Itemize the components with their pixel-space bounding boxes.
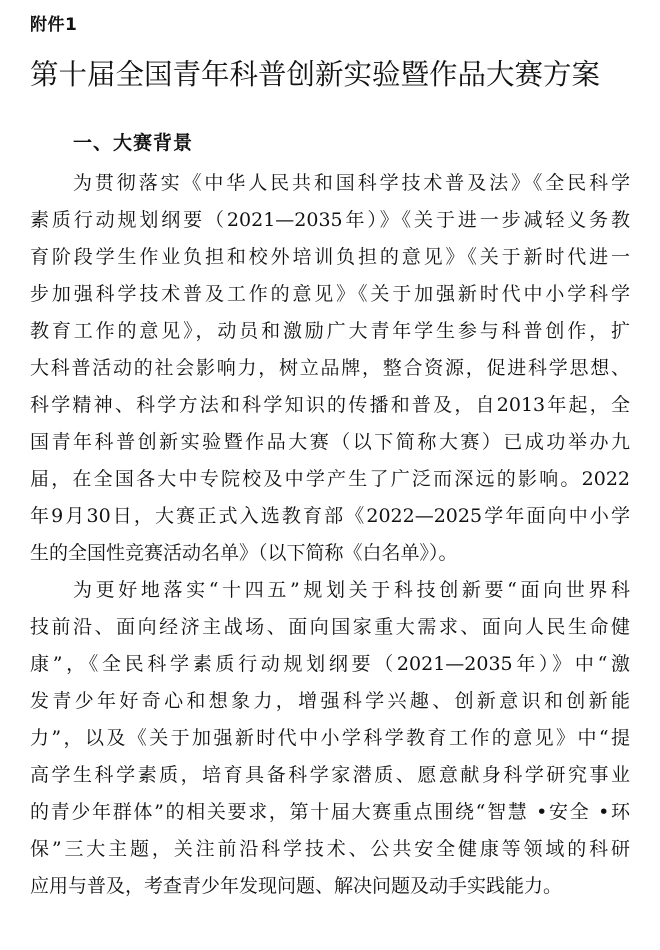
section-heading: 一、大赛背景 xyxy=(73,132,194,154)
paragraph1-line: 国青年科普创新实验暨作品大赛（以下简称大赛）已成功举办九 xyxy=(30,431,630,453)
paragraph1-line: 大科普活动的社会影响力，树立品牌，整合资源，促进科学思想、 xyxy=(30,357,630,379)
paragraph1-line: 科学精神、科学方法和科学知识的传播和普及，自2013年起，全 xyxy=(30,394,630,416)
paragraph2-line: 力”，以及《关于加强新时代中小学科学教育工作的意见》中“提 xyxy=(30,727,630,749)
paragraph2-line: 应用与普及，考查青少年发现问题、解决问题及动手实践能力。 xyxy=(30,875,563,897)
paragraph1-line: 年9月30日，大赛正式入选教育部《2022—2025学年面向中小学 xyxy=(30,505,630,527)
paragraph2-line: 康”，《全民科学素质行动规划纲要（2021—2035年）》中“激 xyxy=(30,653,630,675)
paragraph2-line: 保”三大主题，关注前沿科学技术、公共安全健康等领域的科研 xyxy=(30,838,630,860)
paragraph2-line: 技前沿、面向经济主战场、面向国家重大需求、面向人民生命健 xyxy=(30,616,630,638)
paragraph2-line: 的青少年群体”的相关要求，第十届大赛重点围绕“智慧 •安全 •环 xyxy=(30,801,630,823)
paragraph1-line: 届，在全国各大中专院校及中学产生了广泛而深远的影响。2022 xyxy=(30,468,630,490)
attachment-label: 附件1 xyxy=(30,15,78,35)
paragraph2-line: 为更好地落实“十四五”规划关于科技创新要“面向世界科 xyxy=(73,579,630,601)
paragraph2-line: 高学生科学素质，培育具备科学家潜质、愿意献身科学研究事业 xyxy=(30,764,630,786)
paragraph2-line: 发青少年好奇心和想象力，增强科学兴趣、创新意识和创新能 xyxy=(30,690,630,712)
paragraph1-line: 素质行动规划纲要（2021—2035年）》《关于进一步减轻义务教 xyxy=(30,209,630,231)
document-title: 第十届全国青年科普创新实验暨作品大赛方案 xyxy=(30,58,601,91)
paragraph1-line: 为贯彻落实《中华人民共和国科学技术普及法》《全民科学 xyxy=(73,172,630,194)
paragraph1-line: 教育工作的意见》，动员和激励广大青年学生参与科普创作，扩 xyxy=(30,320,630,342)
paragraph1-line: 步加强科学技术普及工作的意见》《关于加强新时代中小学科学 xyxy=(30,283,630,305)
paragraph1-line: 育阶段学生作业负担和校外培训负担的意见》《关于新时代进一 xyxy=(30,246,630,268)
paragraph1-line: 生的全国性竞赛活动名单》（以下简称《白名单》）。 xyxy=(30,542,458,564)
